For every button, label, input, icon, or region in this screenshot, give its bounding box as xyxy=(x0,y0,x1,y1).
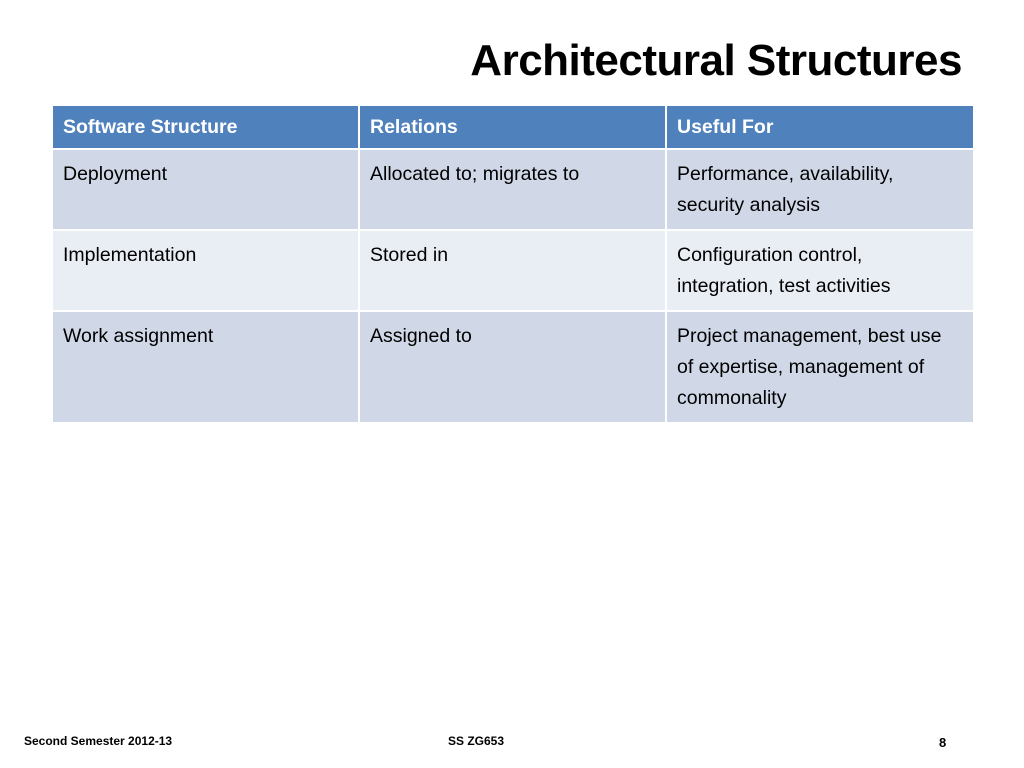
header-useful-for: Useful For xyxy=(666,105,974,149)
table-cell: Performance, availability, security analysis xyxy=(666,149,974,230)
table-cell: Project management, best use of expertise, management of commonality xyxy=(666,311,974,423)
table-cell: Configuration control, integration, test activities xyxy=(666,230,974,311)
slide-title: Architectural Structures xyxy=(470,36,962,85)
table-cell: Assigned to xyxy=(359,311,666,423)
footer-course-code: SS ZG653 xyxy=(448,734,505,748)
table-header-row xyxy=(52,105,974,149)
table-row xyxy=(52,230,974,311)
header-relations: Relations xyxy=(359,105,666,149)
footer-semester: Second Semester 2012-13 xyxy=(24,734,173,748)
table-cell: Allocated to; migrates to xyxy=(359,149,666,230)
table-row xyxy=(52,311,974,423)
table-cell: Work assignment xyxy=(52,311,359,423)
header-software-structure: Software Structure xyxy=(52,105,359,149)
page-number: 8 xyxy=(939,735,947,750)
table-row xyxy=(52,149,974,230)
architecture-table xyxy=(51,104,975,424)
table-cell: Implementation xyxy=(52,230,359,311)
table-cell: Deployment xyxy=(52,149,359,230)
table-cell: Stored in xyxy=(359,230,666,311)
